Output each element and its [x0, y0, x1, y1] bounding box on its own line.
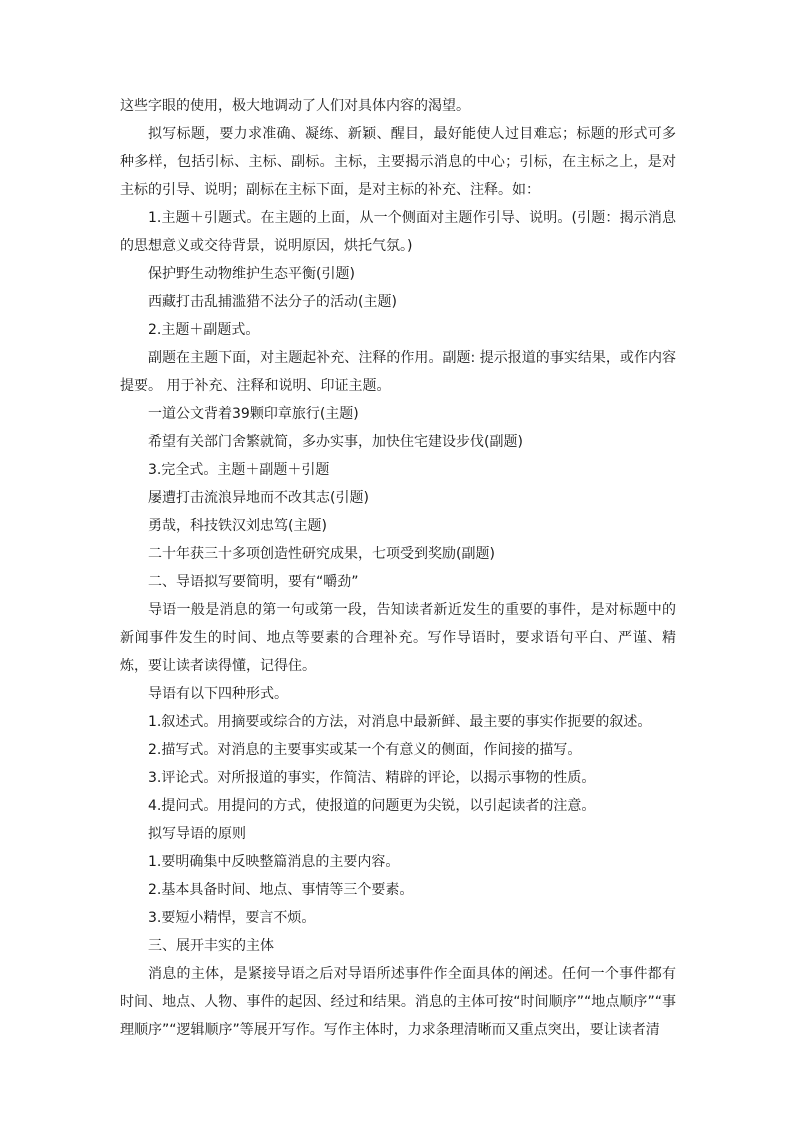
paragraph: 消息的主体，是紧接导语之后对导语所述事件作全面具体的阐述。任何一个事件都有时间、地点、人物、事件的起因、经过和结果。消息的主体可按“时间顺序”“地点顺序”“事理顺序”“逻辑顺序”等展开写作。写作主体时，力求条理清晰而又重点突出，要让读者清 [120, 966, 676, 1038]
paragraph: 屡遭打击流浪异地而不改其志(引题) [148, 490, 369, 506]
paragraph: 勇哉，科技铁汉刘忠笃(主题) [148, 518, 327, 534]
paragraph: 二十年获三十多项创造性研究成果，七项受到奖励(副题) [148, 546, 495, 562]
paragraph: 3.完全式。主题＋副题＋引题 [148, 462, 330, 478]
paragraph: 西藏打击乱捕滥猎不法分子的活动(主题) [148, 294, 397, 310]
paragraph: 1.主题＋引题式。在主题的上面，从一个侧面对主题作引导、说明。(引题：揭示消息的思想意义或交待背景，说明原因，烘托气氛。) [120, 210, 676, 254]
paragraph: 1.要明确集中反映整篇消息的主要内容。 [148, 854, 400, 870]
paragraph: 二、导语拟写要简明，要有“嚼劲” [148, 574, 359, 590]
paragraph: 4.提问式。用提问的方式，使报道的问题更为尖锐，以引起读者的注意。 [148, 798, 596, 814]
paragraph: 3.要短小精悍，要言不烦。 [148, 910, 316, 926]
paragraph: 2.主题＋副题式。 [148, 322, 260, 338]
paragraph: 3.评论式。对所报道的事实，作简洁、精辟的评论，以揭示事物的性质。 [148, 770, 596, 786]
paragraph: 拟写导语的原则 [148, 826, 246, 842]
paragraph: 拟写标题，要力求准确、凝练、新颖、醒目，最好能使人过目难忘；标题的形式可多种多样，包括引标、主标、副标。主标，主要揭示消息的中心；引标，在主标之上，是对主标的引导、说明；副标在主标下面，是对主标的补充、注释。如： [120, 126, 676, 198]
paragraph: 一道公文背着39颗印章旅行(主题) [148, 406, 359, 422]
paragraph: 副题在主题下面，对主题起补充、注释的作用。副题: 提示报道的事实结果，或作内容提要。 用于补充、注释和说明、印证主题。 [120, 350, 676, 394]
paragraph: 这些字眼的使用，极大地调动了人们对具体内容的渴望。 [120, 98, 470, 114]
paragraph: 2.描写式。对消息的主要事实或某一个有意义的侧面，作间接的描写。 [148, 742, 582, 758]
paragraph: 保护野生动物维护生态平衡(引题) [148, 266, 355, 282]
paragraph: 导语有以下四种形式。 [148, 686, 288, 702]
paragraph: 三、展开丰实的主体 [148, 938, 274, 954]
paragraph: 1.叙述式。用摘要或综合的方法，对消息中最新鲜、最主要的事实作扼要的叙述。 [148, 714, 652, 730]
document-body [120, 92, 676, 1044]
paragraph: 2.基本具备时间、地点、事情等三个要素。 [148, 882, 414, 898]
paragraph: 导语一般是消息的第一句或第一段，告知读者新近发生的重要的事件，是对标题中的新闻事件发生的时间、地点等要素的合理补充。写作导语时，要求语句平白、严谨、精炼，要让读者读得懂，记得住。 [120, 602, 676, 674]
paragraph: 希望有关部门舍繁就简，多办实事，加快住宅建设步伐(副题) [148, 434, 523, 450]
